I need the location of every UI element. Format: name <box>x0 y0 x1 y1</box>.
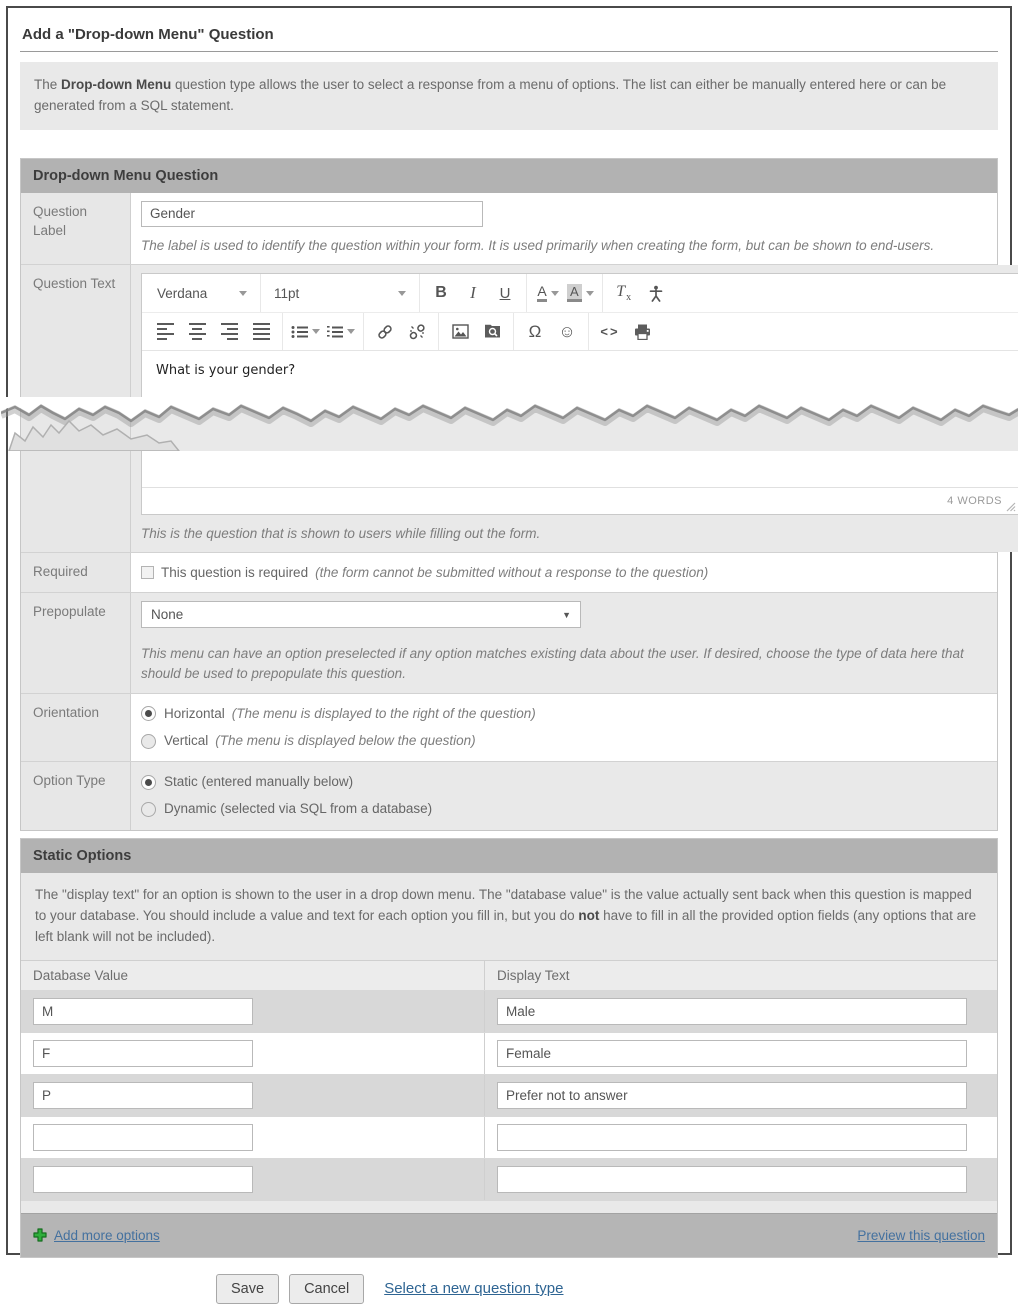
intro-text-post: question type allows the user to select a response from a menu of options. The list can either be manually entered here or can be generated from a SQL statement. <box>34 77 947 113</box>
preview-question-link[interactable]: Preview this question <box>857 1227 985 1243</box>
font-family-value: Verdana <box>157 285 208 301</box>
background-color-icon: A <box>567 284 582 302</box>
option-row <box>21 1158 997 1200</box>
option-type-dynamic[interactable] <box>141 799 985 819</box>
option-row <box>21 1074 997 1116</box>
required-row-label: Required <box>21 553 131 592</box>
orientation-vertical-note: (The menu is displayed below the question) <box>215 732 476 748</box>
question-label-hint: The label is used to identify the question within your form. It is used primarily when creating the form, but can be shown to end-users. <box>141 237 935 253</box>
print-button[interactable] <box>626 317 658 347</box>
accessibility-checker-button[interactable] <box>640 278 672 308</box>
italic-icon: I <box>470 283 476 303</box>
unlink-icon <box>409 324 425 340</box>
orientation-row-label: Orientation <box>21 694 131 762</box>
align-left-button[interactable] <box>149 317 181 347</box>
question-settings-table <box>20 158 1002 831</box>
column-header-database-value: Database Value <box>21 961 485 990</box>
static-options-table <box>20 838 998 1258</box>
option-type-row-label: Option Type <box>21 762 131 830</box>
select-arrow-icon: ▼ <box>562 609 571 620</box>
option-row <box>21 1032 997 1074</box>
required-checkbox-label: This question is required <box>161 565 309 581</box>
page-title: Add a "Drop-down Menu" Question <box>20 20 998 52</box>
required-row <box>21 552 997 592</box>
smiley-icon: ☺ <box>558 321 576 341</box>
clear-formatting-icon: $T_x$ <box>616 283 632 304</box>
prepopulate-select[interactable] <box>141 601 581 628</box>
prepopulate-row <box>21 592 997 693</box>
chevron-down-icon <box>586 291 594 296</box>
torn-edge <box>1 397 1018 451</box>
form-actions <box>20 1274 998 1304</box>
orientation-horizontal-note: (The menu is displayed to the right of the question) <box>231 705 536 721</box>
underline-button[interactable] <box>489 278 521 308</box>
required-note: (the form cannot be submitted without a response to the question) <box>315 565 709 581</box>
align-center-icon <box>189 323 206 341</box>
image-search-icon <box>484 324 501 339</box>
font-size-select[interactable] <box>266 286 414 301</box>
option-text-input-5[interactable] <box>497 1166 967 1193</box>
resize-grip-icon[interactable] <box>1006 502 1016 512</box>
option-text-input-2[interactable] <box>497 1040 967 1067</box>
radio-selected-icon[interactable] <box>141 775 156 790</box>
new-question-type-link[interactable]: Select a new question type <box>384 1280 564 1297</box>
option-text-input-4[interactable] <box>497 1124 967 1151</box>
omega-icon: Ω <box>528 321 542 341</box>
question-text-hint: This is the question that is shown to users while filling out the form. <box>141 526 541 542</box>
static-options-desc-post: have to fill in all the provided option fields (any options that are left blank will not be included). <box>35 907 977 944</box>
option-row <box>21 1116 997 1158</box>
rich-text-editor <box>141 273 1018 397</box>
editor-statusbar <box>142 487 1018 514</box>
option-type-static[interactable] <box>141 772 985 792</box>
word-count: 4 WORDS <box>947 495 1002 508</box>
static-options-desc-pre: The "display text" for an option is shown to the user in a drop down menu. The "database value" is the value actually sent back when this question is mapped to your database. You should include a value and text for each option you fill in, but you do <box>35 886 972 923</box>
radio-selected-icon[interactable] <box>141 706 156 721</box>
source-code-icon: <> <box>600 324 620 340</box>
chevron-down-icon <box>347 329 355 334</box>
page-frame <box>6 6 1012 1297</box>
numbered-list-button[interactable] <box>323 317 358 347</box>
editor-content[interactable]: What is your gender? <box>142 351 1018 397</box>
orientation-option-vertical[interactable] <box>141 731 985 751</box>
justify-icon <box>253 323 270 341</box>
option-text-input-3[interactable] <box>497 1082 967 1109</box>
radio-unselected-icon[interactable] <box>141 734 156 749</box>
options-spacer <box>21 1200 997 1213</box>
add-plus-icon <box>33 1228 47 1242</box>
accessibility-person-icon <box>648 285 664 302</box>
option-row <box>21 990 997 1032</box>
bullet-list-button[interactable] <box>288 317 323 347</box>
editor-toolbar <box>142 274 1018 351</box>
chevron-down-icon <box>398 291 406 296</box>
option-value-input-4[interactable] <box>33 1124 253 1151</box>
column-header-display-text: Display Text <box>497 967 570 983</box>
question-text-row-label: Question Text <box>21 265 131 552</box>
image-browser-button[interactable] <box>476 317 508 347</box>
question-text-row <box>21 264 1002 552</box>
orientation-horizontal-label: Horizontal <box>164 705 225 721</box>
options-column-headers <box>21 960 997 990</box>
static-options-header: Static Options <box>21 839 997 873</box>
italic-button[interactable] <box>457 278 489 308</box>
cancel-button[interactable]: Cancel <box>289 1274 364 1304</box>
save-button[interactable]: Save <box>216 1274 279 1304</box>
option-value-input-2[interactable] <box>33 1040 253 1067</box>
chevron-down-icon <box>551 291 559 296</box>
option-value-input-1[interactable] <box>33 998 253 1025</box>
bold-button[interactable] <box>425 278 457 308</box>
prepopulate-selected-value: None <box>151 607 184 623</box>
source-code-button[interactable] <box>594 317 626 347</box>
required-checkbox[interactable] <box>141 566 154 579</box>
orientation-option-horizontal[interactable] <box>141 704 985 724</box>
option-value-input-5[interactable] <box>33 1166 253 1193</box>
options-footer <box>21 1213 997 1257</box>
clear-formatting-button[interactable] <box>608 278 640 308</box>
underline-icon: U <box>499 284 511 302</box>
special-character-button[interactable] <box>519 317 551 347</box>
radio-unselected-icon[interactable] <box>141 802 156 817</box>
remove-link-button[interactable] <box>401 317 433 347</box>
question-section-header: Drop-down Menu Question <box>21 159 997 193</box>
insert-image-button[interactable] <box>444 317 476 347</box>
prepopulate-row-label: Prepopulate <box>21 593 131 693</box>
link-icon <box>377 324 393 340</box>
align-right-icon <box>221 323 238 341</box>
orientation-vertical-label: Vertical <box>164 732 209 748</box>
intro-text-bold: Drop-down Menu <box>61 77 172 92</box>
text-color-button[interactable] <box>532 278 564 308</box>
chevron-down-icon <box>239 291 247 296</box>
add-more-options-link[interactable]: Add more options <box>54 1227 160 1243</box>
question-label-row-label: Question Label <box>21 193 131 264</box>
intro-box <box>20 62 998 130</box>
prepopulate-hint: This menu can have an option preselected if any option matches existing data about the user. If desired, choose the type of data here that should be used to prepopulate this question. <box>141 646 964 682</box>
chevron-down-icon <box>312 329 320 334</box>
question-label-row <box>21 193 997 264</box>
question-label-input[interactable] <box>141 201 483 227</box>
font-size-value: 11pt <box>274 285 300 301</box>
editor-content-continued[interactable] <box>142 451 1018 487</box>
background-color-button[interactable] <box>564 278 597 308</box>
static-options-description <box>21 873 997 960</box>
align-left-icon <box>157 323 174 341</box>
orientation-row <box>21 693 997 762</box>
font-family-select[interactable] <box>149 286 255 301</box>
bold-icon: B <box>435 284 447 302</box>
static-options-desc-bold: not <box>578 907 600 923</box>
image-icon <box>452 324 469 339</box>
align-right-button[interactable] <box>213 317 245 347</box>
text-color-icon: A <box>537 284 546 302</box>
option-text-input-1[interactable] <box>497 998 967 1025</box>
option-type-row <box>21 761 997 830</box>
bullet-list-icon <box>291 325 308 339</box>
emoticon-button[interactable] <box>551 317 583 347</box>
align-center-button[interactable] <box>181 317 213 347</box>
insert-link-button[interactable] <box>369 317 401 347</box>
justify-button[interactable] <box>245 317 277 347</box>
numbered-list-icon <box>326 325 343 339</box>
option-type-dynamic-label: Dynamic (selected via SQL from a database) <box>164 801 433 817</box>
printer-icon <box>634 324 651 340</box>
intro-text-pre: The <box>34 77 62 92</box>
option-type-static-label: Static (entered manually below) <box>164 774 354 790</box>
option-value-input-3[interactable] <box>33 1082 253 1109</box>
rich-text-editor-bottom <box>141 451 1018 515</box>
